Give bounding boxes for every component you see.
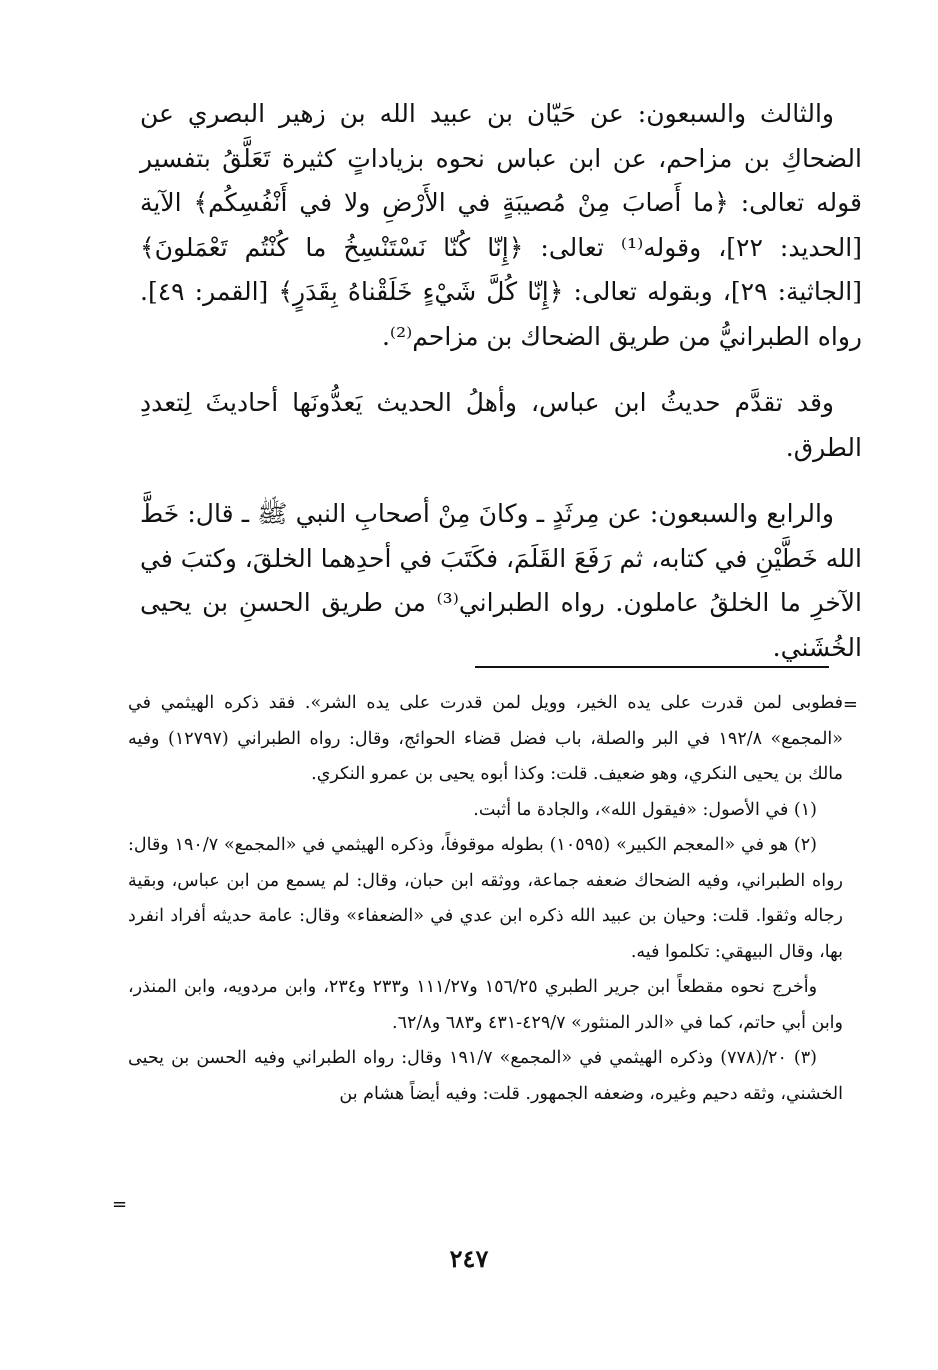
footnote-continued: فطوبى لمن قدرت على يده الخير، وويل لمن قدرت على يده الشر». فقد ذكره الهيثمي في «المجمع» ١٩٢/٨ في البر والصلة، باب فضل قضاء الحوائج، وقال: رواه الطبراني (١٢٧٩٧) وفيه مالك بن يحيى النكري، وهو ضعيف. قلت: وكذا أبوه يحيى بن عمرو النكري. [128,693,843,784]
footnote-2-continued: وأخرج نحوه مقطعاً ابن جرير الطبري ١٥٦/٢٥ و١١١/٢٧ و٢٣٣ و٢٣٤، وابن مردويه، وابن المنذر، وابن أبي حاتم، كما في «الدر المنثور» ٤٢٩/٧-٤٣١ و٦٨٣ و٦٢/٨. [128,977,843,1033]
footnotes [128,686,843,1112]
footnote-1: (١) في الأصول: «فيقول الله»، والجادة ما أثبت. [473,799,817,820]
footnote-continuation-mark-end: = [112,1194,128,1215]
paragraph-note: وقد تقدَّم حديثُ ابن عباس، وأهلُ الحديث يَعدُّونَها أحاديثَ لِتعددِ الطرق. [140,388,862,462]
footnote-3: (٣) ٢٠/(٧٧٨) وذكره الهيثمي في «المجمع» ١٩١/٧ وقال: رواه الطبراني وفيه الحسن بن يحيى الخشني، وثقه دحيم وغيره، وضعفه الجمهور. قلت: وفيه أيضاً هشام بن [128,1048,843,1104]
page-number: ٢٤٧ [449,1244,489,1273]
main-text [140,92,862,692]
paragraph-74: والرابع والسبعون: عن مِرثَدٍ ـ وكانَ مِنْ أصحابِ النبي ﷺ ـ قال: خَطَّ الله خَطَّيْنِ في كتابه، ثم رَفَعَ القَلَمَ، فكَتَبَ في أحدِهما الخلقَ، وكتبَ في الآخرِ ما الخلقُ عاملون. رواه الطبراني⁽³⁾ من طريق الحسنِ بن يحيى الخُشَني. [140,499,862,662]
footnote-separator [475,666,829,668]
footnote-2: (٢) هو في «المعجم الكبير» (١٠٥٩٥) بطوله موقوفاً، وذكره الهيثمي في «المجمع» ١٩٠/٧ وقال: رواه الطبراني، وفيه الضحاك ضعفه جماعة، ووثقه ابن حبان، وقال: لم يسمع من ابن عباس، وبقية رجاله وثقوا. قلت: وحيان بن عبيد الله ذكره ابن عدي في «الضعفاء» وقال: عامة حديثه أفراد انفرد بها، وقال البيهقي: تكلموا فيه. [128,835,843,962]
paragraph-73: والثالث والسبعون: عن حَيّان بن عبيد الله بن زهير البصري عن الضحاكِ بن مزاحم، عن ابن عباس نحوه بزياداتٍ كثيرة تَعَلَّقُ بتفسير قوله تعالى: ﴿ما أَصابَ مِنْ مُصيبَةٍ في الأَرْضِ ولا في أَنْفُسِكُم﴾ الآية [الحديد: ٢٢]، وقوله⁽¹⁾ تعالى: ﴿إِنّا كُنّا نَسْتَنْسِخُ ما كُنْتُم تَعْمَلونَ﴾ [الجاثية: ٢٩]، وبقوله تعالى: ﴿إِنّا كُلَّ شَيْءٍ خَلَقْناهُ بِقَدَرٍ﴾ [القمر: ٤٩]. رواه الطبرانيُّ من طريق الضحاك بن مزاحم⁽²⁾. [140,99,862,351]
footnote-continuation-mark-start: = [842,694,858,715]
